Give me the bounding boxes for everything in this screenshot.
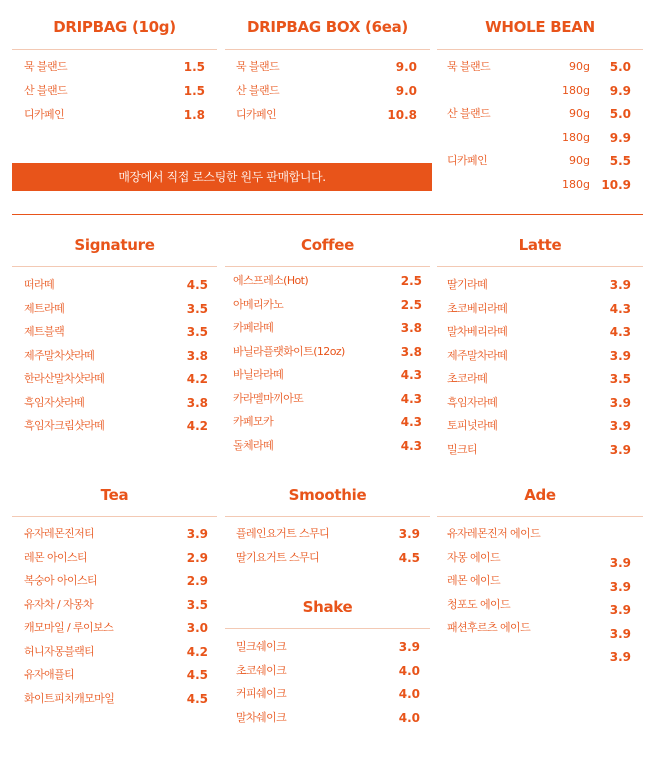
menu-item-name: 카라멜마끼아또 (233, 391, 304, 405)
menu-item-price: 3.9 (186, 527, 208, 541)
wholebean-price: 5.0 (609, 107, 631, 121)
signature-title: Signature (74, 236, 155, 254)
menu-item-name: 떠라떼 (24, 278, 55, 291)
wholebean-price: 5.0 (609, 60, 631, 74)
menu-item-price: 4.2 (186, 644, 208, 659)
latte-title: Latte (518, 236, 562, 254)
ade-title: Ade (524, 486, 556, 504)
wholebean-option (540, 151, 631, 171)
menu-item (447, 440, 631, 460)
wholebean-price: 9.9 (609, 130, 631, 145)
dripbag-title: DRIPBAG (10g) (53, 18, 176, 36)
menu-item-name: 유자차 / 자몽차 (24, 597, 94, 611)
menu-item-price: 4.2 (186, 372, 208, 386)
menu-item-price: 3.9 (609, 442, 631, 457)
menu-item-name: 밀크티 (447, 442, 478, 456)
wholebean-option (540, 128, 631, 148)
menu-item-price: 4.5 (186, 691, 208, 706)
menu-item-name: 흑임자크림샷라떼 (24, 419, 105, 432)
menu-item-price: 3.9 (398, 640, 420, 654)
menu-item-name: 묵 블랜드 (236, 60, 280, 73)
tea-rule (12, 516, 217, 517)
menu-item (24, 346, 208, 366)
menu-item-name: 유자레몬진저티 (24, 527, 95, 540)
menu-item-name: 복숭아 아이스티 (24, 574, 98, 587)
menu-item-price: 3.5 (609, 372, 631, 386)
ade-rule (437, 516, 643, 517)
menu-item-price: 2.5 (400, 297, 422, 312)
ade-item-price: 3.9 (609, 626, 631, 641)
wholebean-weight: 90g (569, 154, 590, 167)
menu-item (24, 689, 208, 709)
menu-item-price: 4.5 (186, 278, 208, 292)
menu-item (447, 416, 631, 436)
menu-item (236, 637, 420, 657)
menu-item (233, 389, 422, 409)
menu-item-price: 3.5 (186, 597, 208, 612)
menu-item (24, 299, 208, 319)
menu-item-name: 흑임자샷라떼 (24, 395, 85, 409)
menu-item-name: 유자애플티 (24, 668, 75, 681)
menu-item-name: 바닐라라떼 (233, 368, 284, 381)
menu-item-price: 2.9 (186, 550, 208, 565)
menu-item-name: 카페라떼 (233, 321, 274, 334)
menu-item-name: 디카페인 (236, 108, 277, 121)
menu-item-name: 산 블랜드 (236, 84, 280, 97)
menu-item (447, 275, 631, 295)
wholebean-option (540, 81, 631, 101)
menu-item-price: 3.8 (400, 321, 422, 335)
menu-item-price: 4.3 (400, 368, 422, 382)
ade-item-price: 3.9 (609, 556, 631, 570)
menu-item-price: 4.0 (398, 710, 420, 725)
menu-item-name: 디카페인 (24, 108, 65, 121)
menu-item-price: 4.0 (398, 687, 420, 701)
menu-item (236, 57, 417, 77)
menu-item-name: 딸기라떼 (447, 278, 488, 291)
menu-item-price: 4.3 (609, 325, 631, 339)
wholebean-title: WHOLE BEAN (485, 18, 595, 36)
wholebean-option (540, 57, 631, 77)
wholebean-item-name: 디카페인 (447, 154, 488, 167)
ade-item-price: 3.9 (609, 650, 631, 664)
tea-title: Tea (100, 486, 129, 504)
menu-item-price: 10.8 (387, 108, 417, 122)
menu-item (24, 548, 208, 568)
menu-item-name: 한라산말차샷라떼 (24, 372, 105, 385)
menu-item-name: 딸기요거트 스무디 (236, 550, 320, 564)
menu-item (447, 369, 631, 389)
menu-item-price: 3.8 (186, 395, 208, 410)
wholebean-option (540, 104, 631, 124)
menu-item (24, 618, 208, 638)
menu-item (24, 369, 208, 389)
menu-item-price: 4.3 (400, 415, 422, 429)
menu-item-name: 아메리카노 (233, 297, 284, 311)
menu-item (24, 665, 208, 685)
menu-item-name: 초코라떼 (447, 372, 488, 385)
menu-item-name: 플레인요거트 스무디 (236, 527, 330, 540)
menu-item (24, 595, 208, 615)
menu-item (236, 684, 420, 704)
menu-item-name: 카페모카 (233, 415, 274, 428)
menu-item-price: 4.0 (398, 663, 420, 678)
menu-item-name: 흑임자라떼 (447, 395, 498, 409)
menu-item (447, 393, 631, 413)
wholebean-price: 5.5 (609, 154, 631, 168)
menu-item-name: 제트블랙 (24, 325, 65, 338)
smoothie-title: Smoothie (288, 486, 367, 504)
menu-item (233, 436, 422, 456)
menu-item (24, 642, 208, 662)
menu-item-name: 말차쉐이크 (236, 710, 287, 724)
wholebean-weight: 180g (562, 130, 590, 144)
menu-item-price: 1.5 (183, 84, 205, 98)
menu-item (236, 81, 417, 101)
menu-item (236, 105, 417, 125)
menu-item-price: 3.8 (400, 344, 422, 359)
menu-item-price: 4.3 (400, 438, 422, 453)
menu-item-price: 3.9 (609, 395, 631, 410)
ade-item-name: 패션후르츠 에이드 (447, 621, 531, 634)
menu-item-name: 토피넛라떼 (447, 419, 498, 432)
menu-item-name: 화이트피치캐모마일 (24, 691, 115, 705)
menu-item (447, 322, 631, 342)
menu-item-price: 2.5 (400, 274, 422, 288)
wholebean-rule (437, 49, 643, 50)
ade-item-price: 3.9 (609, 603, 631, 617)
menu-item (24, 275, 208, 295)
menu-item (24, 105, 205, 125)
menu-item-name: 제주말차라떼 (447, 348, 508, 362)
menu-item-price: 1.5 (183, 60, 205, 74)
menu-item (24, 322, 208, 342)
signature-rule (12, 266, 217, 267)
wholebean-price: 10.9 (601, 177, 631, 192)
menu-item (24, 81, 205, 101)
menu-item-name: 바닐라플랫화이트(12oz) (233, 344, 345, 358)
menu-item-name: 돌체라떼 (233, 438, 274, 452)
latte-rule (437, 266, 643, 267)
menu-item (236, 524, 420, 544)
roasting-banner: 매장에서 직접 로스팅한 원두 판매합니다. (12, 163, 432, 191)
menu-item-name: 초코베리라떼 (447, 301, 508, 315)
menu-item (236, 661, 420, 681)
menu-item-price: 3.9 (609, 419, 631, 433)
menu-item (233, 318, 422, 338)
menu-item (233, 342, 422, 362)
menu-item-price: 3.9 (609, 348, 631, 363)
ade-item-name: 레몬 에이드 (447, 574, 501, 587)
menu-item-name: 말차베리라떼 (447, 325, 508, 338)
menu-item (233, 365, 422, 385)
shake-rule (225, 628, 430, 629)
wholebean-weight: 90g (569, 107, 590, 120)
menu-item-name: 허니자몽블랙티 (24, 644, 95, 658)
menu-item-price: 3.9 (398, 527, 420, 541)
menu-item-name: 밀크쉐이크 (236, 640, 287, 653)
ade-item-name: 자몽 에이드 (447, 550, 501, 564)
menu-item-price: 9.0 (395, 84, 417, 98)
menu-item (233, 412, 422, 432)
wholebean-price: 9.9 (609, 83, 631, 98)
menu-item-price: 3.8 (186, 348, 208, 363)
menu-item (24, 393, 208, 413)
dripbag-rule (12, 49, 217, 50)
smoothie-rule (225, 516, 430, 517)
menu-item-price: 3.5 (186, 325, 208, 339)
menu-item (447, 299, 631, 319)
menu-item-price: 3.9 (609, 278, 631, 292)
menu-item-name: 산 블랜드 (24, 84, 68, 97)
menu-item-price: 4.5 (186, 668, 208, 682)
menu-item-price: 3.0 (186, 621, 208, 635)
dripbox-rule (225, 49, 430, 50)
menu-item-price: 2.9 (186, 574, 208, 588)
menu-item-price: 1.8 (183, 108, 205, 122)
coffee-rule (225, 266, 430, 267)
ade-item-price: 3.9 (609, 579, 631, 594)
menu-item (24, 416, 208, 436)
menu-item (236, 708, 420, 728)
menu-item-price: 4.5 (398, 550, 420, 565)
wholebean-weight: 90g (569, 60, 590, 73)
menu-item-price: 9.0 (395, 60, 417, 74)
menu-item-name: 제주말차샷라떼 (24, 348, 95, 362)
menu-item (24, 57, 205, 77)
menu-item-price: 4.2 (186, 419, 208, 433)
ade-item-name: 유자레몬진저 에이드 (447, 527, 541, 540)
menu-item-name: 묵 블랜드 (24, 60, 68, 73)
menu-item (233, 271, 422, 291)
menu-item-price: 4.3 (609, 301, 631, 316)
menu-item-name: 초코쉐이크 (236, 663, 287, 677)
wholebean-weight: 180g (562, 83, 590, 97)
menu-item-price: 4.3 (400, 391, 422, 406)
wholebean-item-name: 산 블랜드 (447, 107, 491, 120)
ade-item-name: 청포도 에이드 (447, 597, 511, 611)
menu-item-name: 레몬 아이스티 (24, 550, 88, 564)
menu-item (447, 346, 631, 366)
section-divider (12, 214, 643, 215)
coffee-title: Coffee (301, 236, 354, 254)
wholebean-item-name: 묵 블랜드 (447, 60, 491, 73)
menu-item (24, 571, 208, 591)
menu-item-name: 에스프레소(Hot) (233, 274, 309, 287)
dripbox-title: DRIPBAG BOX (6ea) (247, 18, 408, 36)
menu-item (236, 548, 420, 568)
wholebean-option (540, 175, 631, 195)
menu-item-name: 제트라떼 (24, 301, 65, 315)
menu-item (24, 524, 208, 544)
menu-item-name: 커피쉐이크 (236, 687, 287, 700)
menu-item-name: 캐모마일 / 루이보스 (24, 621, 114, 634)
wholebean-weight: 180g (562, 177, 590, 191)
menu-item-price: 3.5 (186, 301, 208, 316)
shake-title: Shake (302, 598, 353, 616)
menu-item (233, 295, 422, 315)
